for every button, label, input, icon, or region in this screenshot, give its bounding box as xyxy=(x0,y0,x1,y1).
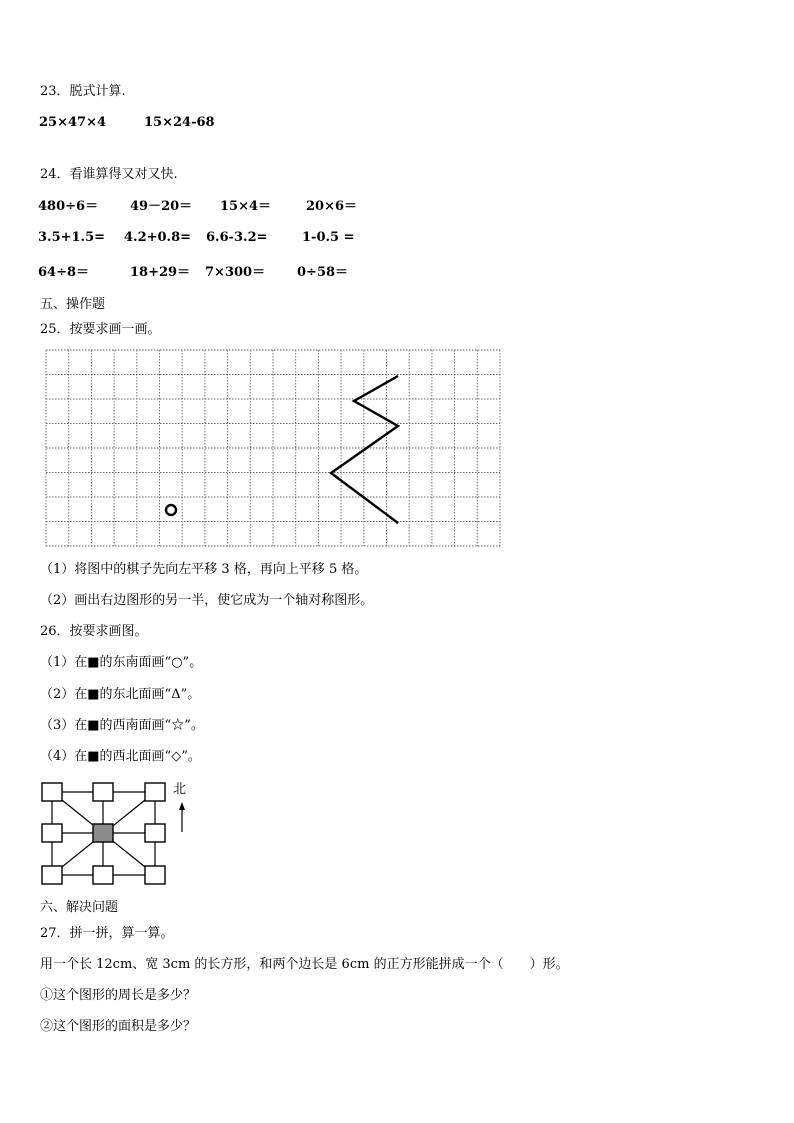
box-n xyxy=(93,783,113,801)
section5-title: 五、操作题 xyxy=(40,297,106,312)
q24-r1-c4: 20×6＝ xyxy=(306,199,358,214)
q24-r3-c3: 7×300＝ xyxy=(205,265,266,280)
q27-title: 27．拼一拼，算一算。 xyxy=(40,926,174,941)
chess-piece-icon xyxy=(166,505,176,515)
q24-r1-c2: 49－20＝ xyxy=(130,199,193,214)
q24-r2-c1: 3.5+1.5= xyxy=(38,230,106,245)
q25-title: 25．按要求画一画。 xyxy=(40,322,161,337)
q24-r3-c1: 64÷8＝ xyxy=(38,265,90,280)
box-ne xyxy=(145,783,165,801)
q25-sub2: （2）画出右边图形的另一半，使它成为一个轴对称图形。 xyxy=(40,593,374,608)
q25-sub1: （1）将图中的棋子先向左平移 3 格，再向上平移 5 格。 xyxy=(40,562,368,577)
box-sw xyxy=(42,866,62,884)
q24-r2-c4: 1-0.5 = xyxy=(302,230,355,245)
q24-title: 24．看谁算得又对又快. xyxy=(40,167,178,182)
box-w xyxy=(42,824,62,842)
q24-r2-c2: 4.2+0.8= xyxy=(124,230,192,245)
q24-r2-c3: 6.6-3.2= xyxy=(206,230,268,245)
q23-title: 23．脱式计算. xyxy=(40,84,126,99)
q24-r3-c4: 0÷58＝ xyxy=(297,265,349,280)
center-square-icon xyxy=(93,824,113,842)
q23-expr-2: 15×24-68 xyxy=(144,115,215,130)
q26-sub3: （3）在■的西南面画“☆”。 xyxy=(40,718,204,733)
q24-r1-c1: 480÷6＝ xyxy=(38,199,99,214)
q26-title: 26．按要求画图。 xyxy=(40,624,148,639)
section6-title: 六、解决问题 xyxy=(40,900,119,915)
q27-sub1: ①这个图形的周长是多少？ xyxy=(40,988,197,1003)
q26-sub1: （1）在■的东南面画“○”。 xyxy=(40,655,203,670)
q23-expr-1: 25×47×4 xyxy=(39,115,107,130)
box-e xyxy=(145,824,165,842)
north-label: 北 xyxy=(173,782,187,797)
box-nw xyxy=(42,783,62,801)
q26-sub4: （4）在■的西北面画“◇”。 xyxy=(40,749,201,764)
q25-grid-figure xyxy=(44,348,504,550)
q27-sub2: ②这个图形的面积是多少？ xyxy=(40,1019,197,1034)
q24-r1-c3: 15×4＝ xyxy=(220,199,272,214)
q24-r3-c2: 18+29＝ xyxy=(130,265,191,280)
q27-stem: 用一个长 12cm、宽 3cm 的长方形，和两个边长是 6cm 的正方形能拼成一个（ ）形。 xyxy=(40,957,569,972)
box-se xyxy=(145,866,165,884)
box-s xyxy=(93,866,113,884)
q26-sub2: （2）在■的东北面画“Δ”。 xyxy=(40,687,201,702)
